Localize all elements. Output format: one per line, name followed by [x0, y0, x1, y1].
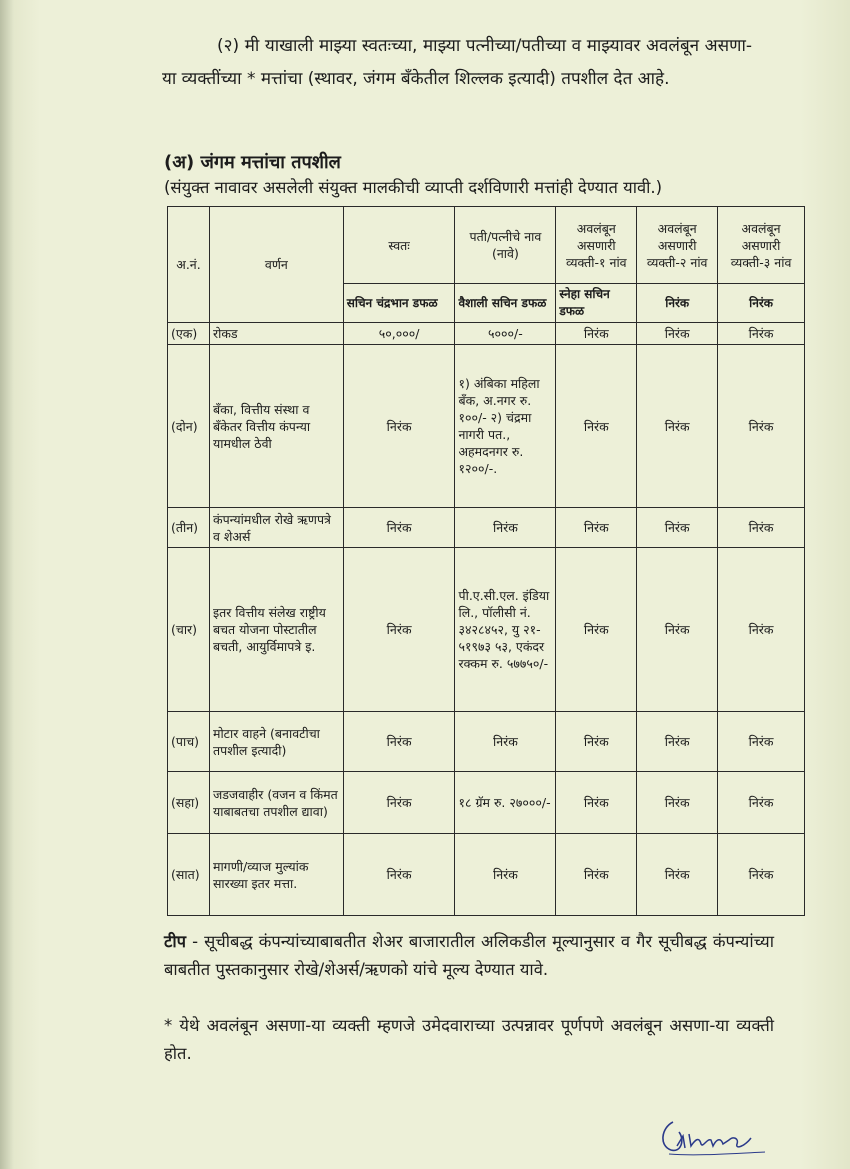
header-dependent-1: अवलंबून असणारी व्यक्ती-१ नांव [556, 207, 637, 284]
row-dep2: निरंक [637, 772, 718, 834]
row-self: निरंक [343, 508, 455, 548]
signature [655, 1110, 775, 1160]
tip-text: - सूचीबद्ध कंपन्यांच्याबाबतीत शेअर बाजारातील अलिकडील मूल्यानुसार व गैर सूचीबद्ध कंपन्यांच्या बाबतीत पुस्तकानुसार रोखे/शेअर्स/ऋणको यांचे मूल्य देण्यात यावे. [164, 932, 774, 979]
row-self: निरंक [343, 548, 455, 712]
row-sr: (तीन) [168, 508, 210, 548]
row-dep1: निरंक [556, 712, 637, 772]
table-row [168, 712, 805, 772]
row-dep3: निरंक [718, 548, 805, 712]
row-desc: इतर वित्तीय संलेख राष्ट्रीय बचत योजना पोस्टातील बचती, आयुर्विमापत्रे इ. [209, 548, 343, 712]
table-row [168, 323, 805, 345]
row-dep1: निरंक [556, 345, 637, 508]
name-dependent-1: स्नेहा सचिन डफळ [556, 284, 637, 323]
header-dependent-2: अवलंबून असणारी व्यक्ती-२ नांव [637, 207, 718, 284]
row-spouse: १) अंबिका महिला बँक, अ.नगर रु. १००/- २) चंद्रमा नागरी पत., अहमदनगर रु. १२००/-. [455, 345, 556, 508]
row-spouse: पी.ए.सी.एल. इंडिया लि., पॉलीसी नं. ३४२८४५२, यु २१- ५१९७३ ५३, एकंदर रक्कम रु. ५७७५०/- [455, 548, 556, 712]
row-spouse: निरंक [455, 508, 556, 548]
table-row [168, 772, 805, 834]
section-heading: (अ) जंगम मत्तांचा तपशील [164, 152, 341, 173]
row-dep3: निरंक [718, 712, 805, 772]
header-self: स्वतः [343, 207, 455, 284]
row-dep3: निरंक [718, 834, 805, 916]
header-spouse: पती/पत्नीचे नाव (नावे) [455, 207, 556, 284]
table-header-row [168, 207, 805, 284]
name-dependent-2: निरंक [637, 284, 718, 323]
row-dep3: निरंक [718, 345, 805, 508]
row-sr: (पाच) [168, 712, 210, 772]
row-dep1: निरंक [556, 323, 637, 345]
row-sr: (दोन) [168, 345, 210, 508]
row-spouse: निरंक [455, 834, 556, 916]
header-sr: अ.नं. [168, 207, 210, 323]
row-desc: कंपन्यांमधील रोखे ऋणपत्रे व शेअर्स [209, 508, 343, 548]
row-self: निरंक [343, 834, 455, 916]
section-subheading: (संयुक्त नावावर असलेली संयुक्त मालकीची व्याप्ती दर्शविणारी मत्तांही देण्यात यावी.) [164, 178, 663, 197]
row-dep3: निरंक [718, 508, 805, 548]
row-dep3: निरंक [718, 323, 805, 345]
table-row [168, 834, 805, 916]
row-dep2: निरंक [637, 345, 718, 508]
row-spouse: १८ ग्रॅम रु. २७०००/- [455, 772, 556, 834]
table-row [168, 345, 805, 508]
row-desc: रोकड [209, 323, 343, 345]
footnote: * येथे अवलंबून असणा-या व्यक्ती म्हणजे उमेदवाराच्या उत्पन्नावर पूर्णपणे अवलंबून असणा-या व्यक्ती होत. [164, 1016, 774, 1063]
tip-label: टीप [164, 932, 186, 951]
name-dependent-3: निरंक [718, 284, 805, 323]
row-dep1: निरंक [556, 772, 637, 834]
row-dep2: निरंक [637, 712, 718, 772]
row-spouse: ५०००/- [455, 323, 556, 345]
page-edge-shadow [0, 0, 14, 1169]
row-self: निरंक [343, 345, 455, 508]
table-row [168, 548, 805, 712]
row-sr: (सात) [168, 834, 210, 916]
row-dep2: निरंक [637, 323, 718, 345]
row-dep1: निरंक [556, 548, 637, 712]
row-dep2: निरंक [637, 548, 718, 712]
row-dep2: निरंक [637, 508, 718, 548]
row-self: निरंक [343, 772, 455, 834]
row-dep1: निरंक [556, 834, 637, 916]
movable-assets-table [167, 206, 805, 916]
header-description: वर्णन [209, 207, 343, 323]
row-desc: बँका, वित्तीय संस्था व बँकेतर वित्तीय कंपन्या यामधील ठेवी [209, 345, 343, 508]
intro-paragraph: (२) मी याखाली माझ्या स्वतःच्या, माझ्या पत्नीच्या/पतीच्या व माझ्यावर अवलंबून असणा-या व्यक्तींच्या * मत्तांचा (स्थावर, जंगम बँकेतील शिल्लक इत्यादी) तपशील देत आहे. [162, 36, 752, 89]
row-dep2: निरंक [637, 834, 718, 916]
table-row [168, 508, 805, 548]
name-self: सचिन चंद्रभान डफळ [343, 284, 455, 323]
row-sr: (चार) [168, 548, 210, 712]
tip-note [164, 928, 774, 984]
row-desc: मागणी/व्याज मुल्यांक सारख्या इतर मत्ता. [209, 834, 343, 916]
row-self: ५०,०००/ [343, 323, 455, 345]
name-spouse: वैशाली सचिन डफळ [455, 284, 556, 323]
row-spouse: निरंक [455, 712, 556, 772]
row-desc: मोटार वाहने (बनावटीचा तपशील इत्यादी) [209, 712, 343, 772]
row-sr: (एक) [168, 323, 210, 345]
header-dependent-3: अवलंबून असणारी व्यक्ती-३ नांव [718, 207, 805, 284]
row-desc: जडजवाहीर (वजन व किंमत याबाबतचा तपशील द्यावा) [209, 772, 343, 834]
row-sr: (सहा) [168, 772, 210, 834]
row-self: निरंक [343, 712, 455, 772]
row-dep1: निरंक [556, 508, 637, 548]
row-dep3: निरंक [718, 772, 805, 834]
